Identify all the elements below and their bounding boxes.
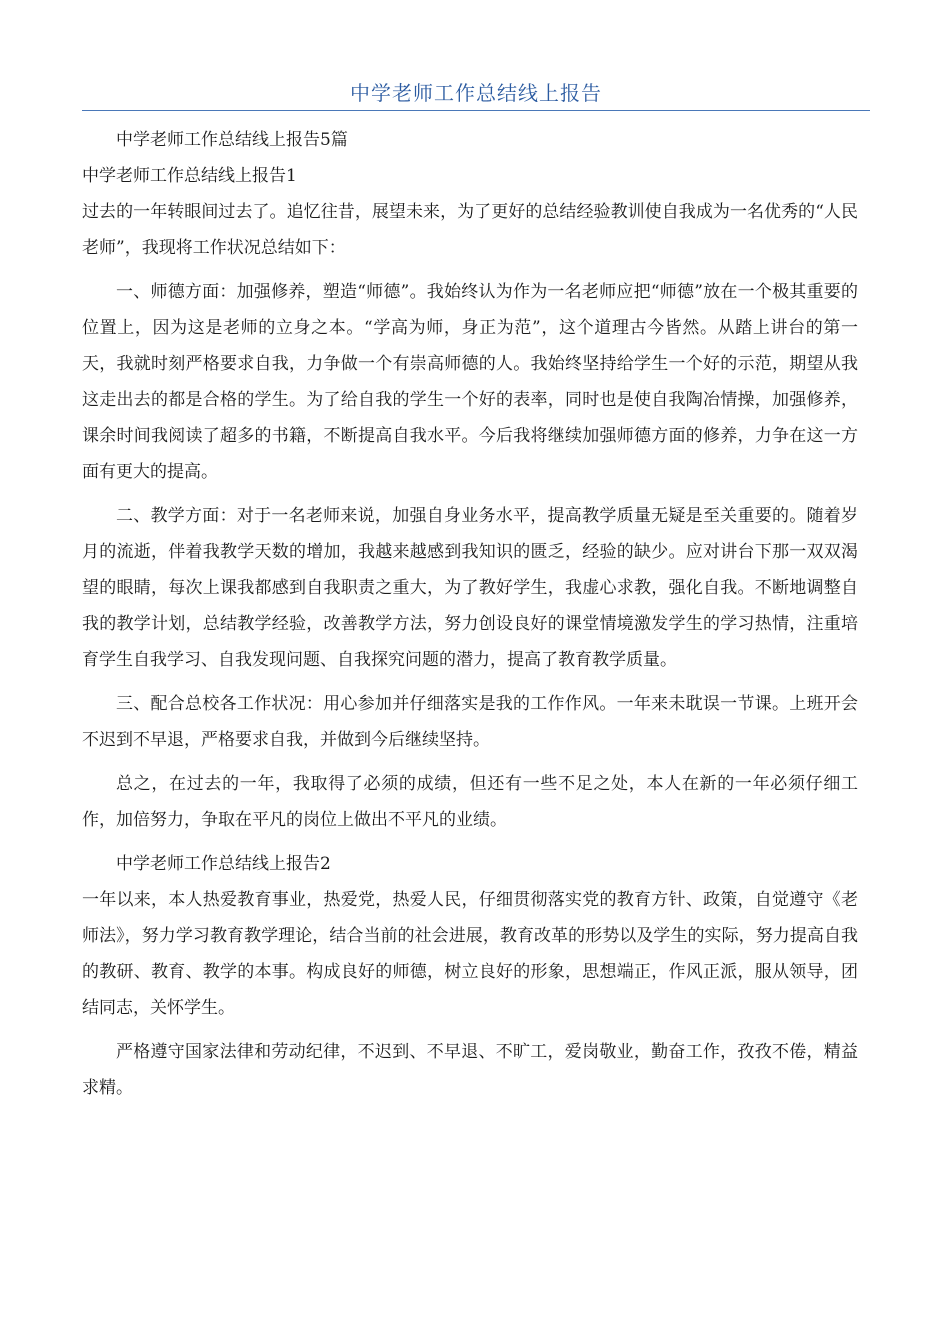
- paragraph-ethics: 一、师德方面：加强修养，塑造“师德”。我始终认为作为一名老师应把“师德”放在一个极其重要的位置上，因为这是老师的立身之本。“学高为师，身正为范”，这个道理古今皆然。从踏上讲台的第一天，我就时刻严格要求自我，力争做一个有崇高师德的人。我始终坚持给学生一个好的示范，期望从我这走出去的都是合格的学生。为了给自我的学生一个好的表率，同时也是使自我陶冶情操，加强修养，课余时间我阅读了超多的书籍，不断提高自我水平。今后我将继续加强师德方面的修养，力争在这一方面有更大的提高。: [82, 282, 858, 482]
- document-header: [82, 80, 870, 111]
- paragraph-cooperation: 三、配合总校各工作状况：用心参加并仔细落实是我的工作作风。一年来未耽误一节课。上班开会不迟到不早退，严格要求自我，并做到今后继续坚持。: [82, 694, 858, 750]
- paragraph-report2-intro: 一年以来，本人热爱教育事业，热爱党，热爱人民，仔细贯彻落实党的教育方针、政策，自觉遵守《老师法》，努力学习教育教学理论，结合当前的社会进展，教育改革的形势以及学生的实际，努力提高自我的教研、教育、教学的本事。构成良好的师德，树立良好的形象，思想端正，作风正派，服从领导，团结同志，关怀学生。: [82, 890, 858, 1018]
- paragraph-discipline: 严格遵守国家法律和劳动纪律，不迟到、不早退、不旷工，爱岗敬业，勤奋工作，孜孜不倦，精益求精。: [82, 1042, 858, 1098]
- header-title: 中学老师工作总结线上报告: [350, 81, 602, 105]
- document-body: [82, 122, 858, 1106]
- intro-paragraph: 过去的一年转眼间过去了。追忆往昔，展望未来，为了更好的总结经验教训使自我成为一名优秀的“人民老师”，我现将工作状况总结如下：: [82, 202, 858, 258]
- section-heading-2: 中学老师工作总结线上报告2: [116, 854, 331, 874]
- paragraph-teaching: 二、教学方面：对于一名老师来说，加强自身业务水平，提高教学质量无疑是至关重要的。随着岁月的流逝，伴着我教学天数的增加，我越来越感到我知识的匮乏，经验的缺少。应对讲台下那一双双渴望的眼睛，每次上课我都感到自我职责之重大，为了教好学生，我虚心求教，强化自我。不断地调整自我的教学计划，总结教学经验，改善教学方法，努力创设良好的课堂情境激发学生的学习热情，注重培育学生自我学习、自我发现问题、自我探究问题的潜力，提高了教育教学质量。: [82, 506, 858, 670]
- paragraph-summary: 总之，在过去的一年，我取得了必须的成绩，但还有一些不足之处，本人在新的一年必须仔细工作，加倍努力，争取在平凡的岗位上做出不平凡的业绩。: [82, 774, 858, 830]
- document-subtitle: 中学老师工作总结线上报告5篇: [116, 130, 348, 150]
- section-heading-1: 中学老师工作总结线上报告1: [82, 166, 297, 186]
